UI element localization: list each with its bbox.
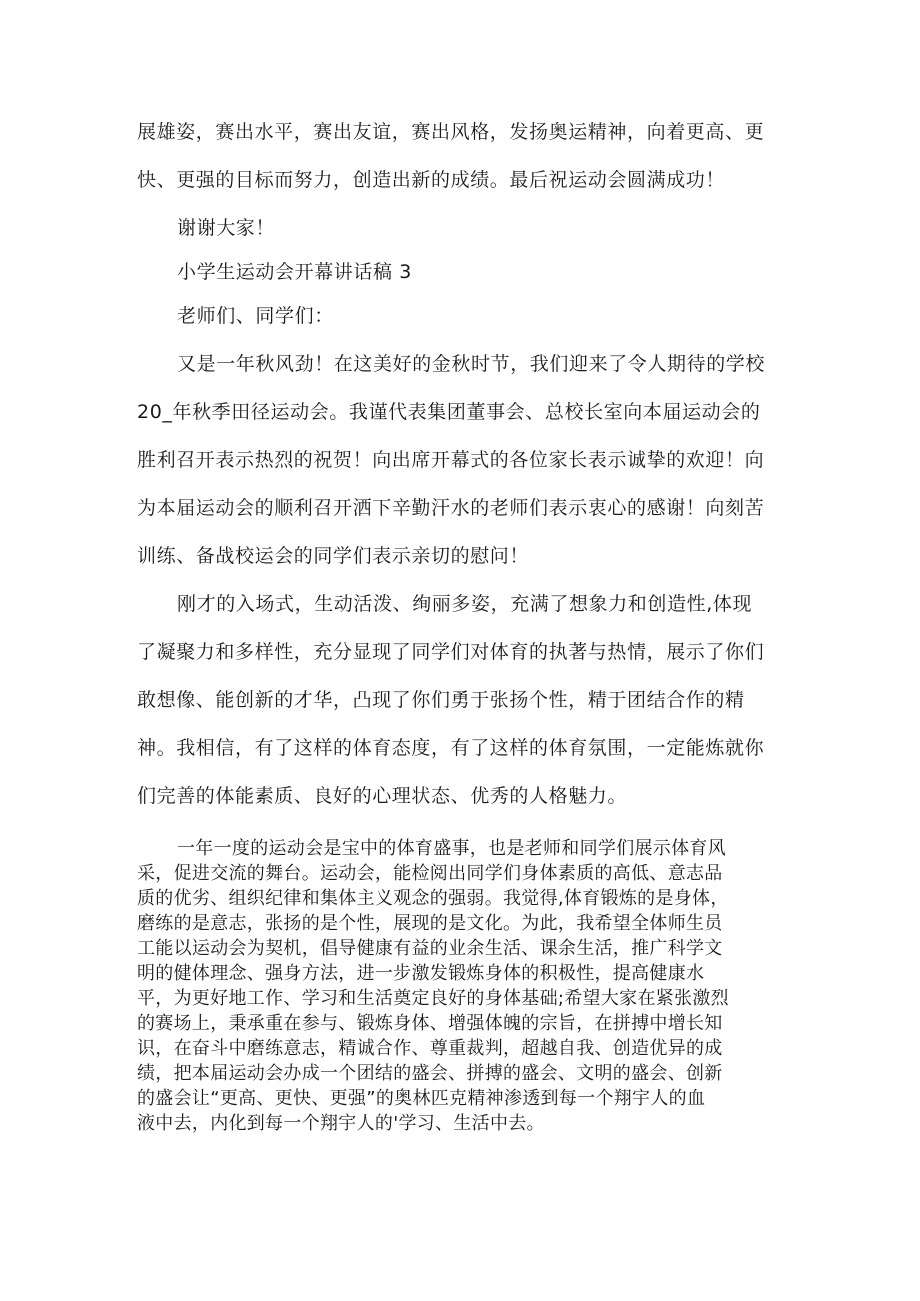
text-line: 展雄姿，赛出水平，赛出友谊，赛出风格，发扬奥运精神，向着更高、更 bbox=[137, 121, 765, 143]
text-line: 明的健体理念、强身方法，进一步激发锻炼身体的积极性，提高健康水 bbox=[137, 963, 705, 984]
text-line: 20_年秋季田径运动会。我谨代表集团董事会、总校长室向本届运动会的 bbox=[137, 401, 761, 423]
text-line: 刚才的入场式，生动活泼、绚丽多姿，充满了想象力和创造性,体现 bbox=[177, 593, 753, 615]
text-line: 液中去，内化到每一个翔宇人的'学习、生活中去。 bbox=[137, 1113, 545, 1134]
speech-body-lower bbox=[137, 836, 787, 1136]
text-line: 胜利召开表示热烈的祝贺！向出席开幕式的各位家长表示诚挚的欢迎！向 bbox=[137, 449, 765, 471]
speech-body-upper bbox=[137, 116, 787, 828]
text-line: 训练、备战校运会的同学们表示亲切的慰问！ bbox=[137, 545, 530, 567]
paragraph-entrance bbox=[137, 588, 787, 828]
text-line: 了凝聚力和多样性，充分显现了同学们对体育的执著与热情，展示了你们 bbox=[137, 641, 765, 663]
text-line: 的盛会让“更高、更快、更强”的奥林匹克精神渗透到每一个翔宇人的血 bbox=[137, 1088, 706, 1109]
text-line: 的赛场上，秉承重在参与、锻炼身体、增强体魄的宗旨，在拼搏中增长知 bbox=[137, 1013, 723, 1034]
text-line: 敢想像、能创新的才华，凸现了你们勇于张扬个性，精于团结合作的精 bbox=[137, 689, 745, 711]
text-line: 又是一年秋风劲！在这美好的金秋时节，我们迎来了令人期待的学校 bbox=[177, 353, 766, 375]
speech-title: 小学生运动会开幕讲话稿 3 bbox=[177, 261, 412, 283]
text-line: 为本届运动会的顺利召开洒下辛勤汗水的老师们表示衷心的感谢！向刻苦 bbox=[137, 497, 765, 519]
text-line: 们完善的体能素质、良好的心理状态、优秀的人格魅力。 bbox=[137, 785, 628, 807]
thanks-line: 谢谢大家！ bbox=[177, 217, 276, 239]
text-line: 采，促进交流的舞台。运动会，能检阅出同学们身体素质的高低、意志品 bbox=[137, 863, 723, 884]
paragraph-opening bbox=[137, 348, 787, 588]
text-line: 工能以运动会为契机，倡导健康有益的业余生活、课余生活，推广科学文 bbox=[137, 938, 723, 959]
text-line: 质的优劣、组织纪律和集体主义观念的强弱。我觉得,体育锻炼的是身体， bbox=[137, 888, 729, 909]
greeting-line: 老师们、同学们： bbox=[177, 305, 334, 327]
text-line: 识，在奋斗中磨练意志，精诚合作、尊重裁判，超越自我、创造优异的成 bbox=[137, 1038, 723, 1059]
text-line: 磨练的是意志，张扬的是个性，展现的是文化。为此，我希望全体师生员 bbox=[137, 913, 723, 934]
text-line: 神。我相信，有了这样的体育态度，有了这样的体育氛围，一定能炼就你 bbox=[137, 737, 765, 759]
text-line: 平，为更好地工作、学习和生活奠定良好的身体基础;希望大家在紧张激烈 bbox=[137, 988, 729, 1009]
paragraph-closing bbox=[137, 116, 787, 212]
text-line: 绩，把本届运动会办成一个团结的盛会、拼搏的盛会、文明的盛会、创新 bbox=[137, 1063, 723, 1084]
text-line: 快、更强的目标而努力，创造出新的成绩。最后祝运动会圆满成功！ bbox=[137, 169, 726, 191]
text-line: 一年一度的运动会是宝中的体育盛事，也是老师和同学们展示体育风 bbox=[177, 838, 726, 859]
